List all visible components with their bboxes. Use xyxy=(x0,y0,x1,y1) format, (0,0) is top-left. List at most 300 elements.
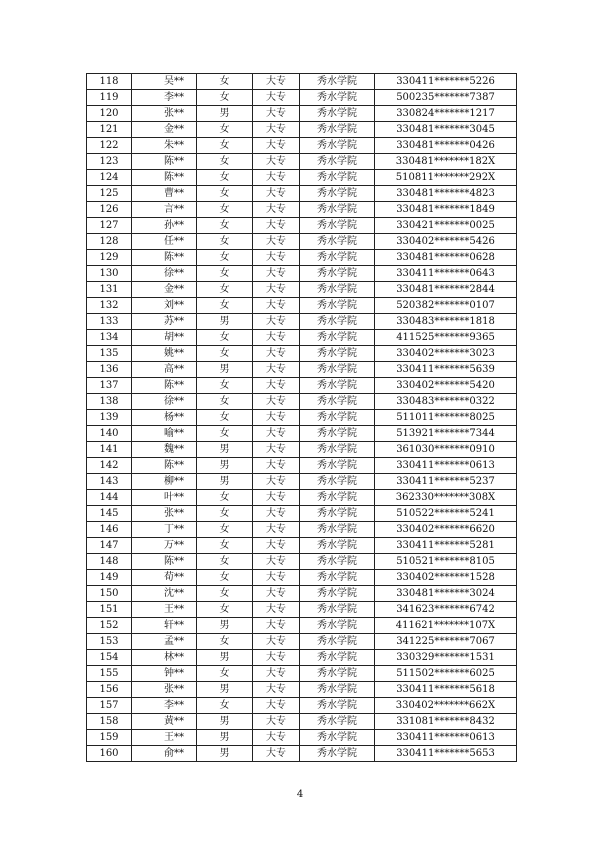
gender-cell: 女 xyxy=(197,154,253,170)
id-number-cell: 330411*******0613 xyxy=(375,730,517,746)
school-cell: 秀水学院 xyxy=(300,554,375,570)
gender-cell: 女 xyxy=(197,522,253,538)
school-cell: 秀水学院 xyxy=(300,346,375,362)
table-row xyxy=(87,522,517,538)
table-row xyxy=(87,506,517,522)
table-row xyxy=(87,330,517,346)
table-row xyxy=(87,394,517,410)
education-cell: 大专 xyxy=(253,74,300,90)
school-cell: 秀水学院 xyxy=(300,714,375,730)
id-number-cell: 330824*******1217 xyxy=(375,106,517,122)
gender-cell: 男 xyxy=(197,650,253,666)
education-cell: 大专 xyxy=(253,666,300,682)
id-number-cell: 411525*******9365 xyxy=(375,330,517,346)
row-number-cell: 119 xyxy=(87,90,132,106)
id-number-cell: 330402*******5420 xyxy=(375,378,517,394)
gender-cell: 女 xyxy=(197,394,253,410)
school-cell: 秀水学院 xyxy=(300,234,375,250)
table-row xyxy=(87,634,517,650)
school-cell: 秀水学院 xyxy=(300,266,375,282)
table-row xyxy=(87,154,517,170)
table-row xyxy=(87,90,517,106)
row-number-cell: 151 xyxy=(87,602,132,618)
row-number-cell: 144 xyxy=(87,490,132,506)
table-row xyxy=(87,458,517,474)
row-number-cell: 147 xyxy=(87,538,132,554)
table-row xyxy=(87,490,517,506)
id-number-cell: 362330*******308X xyxy=(375,490,517,506)
school-cell: 秀水学院 xyxy=(300,618,375,634)
education-cell: 大专 xyxy=(253,202,300,218)
id-number-cell: 330481*******3024 xyxy=(375,586,517,602)
id-number-cell: 330402*******5426 xyxy=(375,234,517,250)
table-row xyxy=(87,698,517,714)
education-cell: 大专 xyxy=(253,570,300,586)
id-number-cell: 330481*******3045 xyxy=(375,122,517,138)
row-number-cell: 158 xyxy=(87,714,132,730)
school-cell: 秀水学院 xyxy=(300,458,375,474)
gender-cell: 男 xyxy=(197,362,253,378)
gender-cell: 女 xyxy=(197,698,253,714)
row-number-cell: 141 xyxy=(87,442,132,458)
gender-cell: 男 xyxy=(197,730,253,746)
education-cell: 大专 xyxy=(253,506,300,522)
id-number-cell: 330411*******5618 xyxy=(375,682,517,698)
education-cell: 大专 xyxy=(253,554,300,570)
education-cell: 大专 xyxy=(253,138,300,154)
id-number-cell: 330402*******6620 xyxy=(375,522,517,538)
id-number-cell: 330481*******0628 xyxy=(375,250,517,266)
education-cell: 大专 xyxy=(253,250,300,266)
gender-cell: 女 xyxy=(197,74,253,90)
education-cell: 大专 xyxy=(253,538,300,554)
row-number-cell: 148 xyxy=(87,554,132,570)
row-number-cell: 121 xyxy=(87,122,132,138)
row-number-cell: 132 xyxy=(87,298,132,314)
row-number-cell: 133 xyxy=(87,314,132,330)
page-number: 4 xyxy=(296,789,304,800)
education-cell: 大专 xyxy=(253,186,300,202)
name-cell: 徐** xyxy=(132,394,197,410)
table-row xyxy=(87,586,517,602)
row-number-cell: 152 xyxy=(87,618,132,634)
id-number-cell: 330483*******1818 xyxy=(375,314,517,330)
gender-cell: 男 xyxy=(197,458,253,474)
gender-cell: 女 xyxy=(197,554,253,570)
school-cell: 秀水学院 xyxy=(300,362,375,378)
school-cell: 秀水学院 xyxy=(300,666,375,682)
education-cell: 大专 xyxy=(253,746,300,762)
name-cell: 陈** xyxy=(132,250,197,266)
row-number-cell: 143 xyxy=(87,474,132,490)
education-cell: 大专 xyxy=(253,218,300,234)
school-cell: 秀水学院 xyxy=(300,298,375,314)
table-row xyxy=(87,202,517,218)
table-row xyxy=(87,570,517,586)
gender-cell: 女 xyxy=(197,426,253,442)
education-cell: 大专 xyxy=(253,410,300,426)
gender-cell: 女 xyxy=(197,234,253,250)
gender-cell: 女 xyxy=(197,266,253,282)
school-cell: 秀水学院 xyxy=(300,410,375,426)
table-row xyxy=(87,282,517,298)
id-number-cell: 330411*******0643 xyxy=(375,266,517,282)
school-cell: 秀水学院 xyxy=(300,538,375,554)
name-cell: 陈** xyxy=(132,154,197,170)
id-number-cell: 330411*******0613 xyxy=(375,458,517,474)
row-number-cell: 122 xyxy=(87,138,132,154)
row-number-cell: 149 xyxy=(87,570,132,586)
gender-cell: 女 xyxy=(197,490,253,506)
gender-cell: 男 xyxy=(197,618,253,634)
id-number-cell: 330421*******0025 xyxy=(375,218,517,234)
gender-cell: 男 xyxy=(197,746,253,762)
table-row xyxy=(87,266,517,282)
name-cell: 陈** xyxy=(132,170,197,186)
table-row xyxy=(87,650,517,666)
table-row xyxy=(87,442,517,458)
name-cell: 曹** xyxy=(132,186,197,202)
gender-cell: 男 xyxy=(197,682,253,698)
name-cell: 柳** xyxy=(132,474,197,490)
id-number-cell: 330411*******5237 xyxy=(375,474,517,490)
name-cell: 杨** xyxy=(132,410,197,426)
row-number-cell: 129 xyxy=(87,250,132,266)
name-cell: 张** xyxy=(132,106,197,122)
row-number-cell: 145 xyxy=(87,506,132,522)
education-cell: 大专 xyxy=(253,522,300,538)
education-cell: 大专 xyxy=(253,698,300,714)
school-cell: 秀水学院 xyxy=(300,138,375,154)
school-cell: 秀水学院 xyxy=(300,634,375,650)
id-number-cell: 330481*******1849 xyxy=(375,202,517,218)
school-cell: 秀水学院 xyxy=(300,154,375,170)
education-cell: 大专 xyxy=(253,442,300,458)
gender-cell: 女 xyxy=(197,506,253,522)
school-cell: 秀水学院 xyxy=(300,698,375,714)
row-number-cell: 155 xyxy=(87,666,132,682)
education-cell: 大专 xyxy=(253,650,300,666)
name-cell: 陈** xyxy=(132,378,197,394)
education-cell: 大专 xyxy=(253,346,300,362)
name-cell: 金** xyxy=(132,122,197,138)
gender-cell: 女 xyxy=(197,122,253,138)
row-number-cell: 160 xyxy=(87,746,132,762)
table-row xyxy=(87,250,517,266)
school-cell: 秀水学院 xyxy=(300,506,375,522)
education-cell: 大专 xyxy=(253,314,300,330)
table-row xyxy=(87,74,517,90)
id-number-cell: 513921*******7344 xyxy=(375,426,517,442)
name-cell: 陈** xyxy=(132,554,197,570)
name-cell: 苏** xyxy=(132,314,197,330)
row-number-cell: 142 xyxy=(87,458,132,474)
id-number-cell: 520382*******0107 xyxy=(375,298,517,314)
gender-cell: 女 xyxy=(197,378,253,394)
name-cell: 俞** xyxy=(132,746,197,762)
school-cell: 秀水学院 xyxy=(300,106,375,122)
gender-cell: 女 xyxy=(197,570,253,586)
school-cell: 秀水学院 xyxy=(300,650,375,666)
school-cell: 秀水学院 xyxy=(300,250,375,266)
name-cell: 张** xyxy=(132,682,197,698)
id-number-cell: 330411*******5226 xyxy=(375,74,517,90)
table-row xyxy=(87,410,517,426)
school-cell: 秀水学院 xyxy=(300,394,375,410)
education-cell: 大专 xyxy=(253,714,300,730)
education-cell: 大专 xyxy=(253,378,300,394)
id-number-cell: 330483*******0322 xyxy=(375,394,517,410)
row-number-cell: 157 xyxy=(87,698,132,714)
education-cell: 大专 xyxy=(253,634,300,650)
school-cell: 秀水学院 xyxy=(300,378,375,394)
gender-cell: 女 xyxy=(197,602,253,618)
row-number-cell: 126 xyxy=(87,202,132,218)
row-number-cell: 131 xyxy=(87,282,132,298)
education-cell: 大专 xyxy=(253,122,300,138)
name-cell: 沈** xyxy=(132,586,197,602)
table-row xyxy=(87,426,517,442)
id-number-cell: 341225*******7067 xyxy=(375,634,517,650)
gender-cell: 女 xyxy=(197,538,253,554)
name-cell: 高** xyxy=(132,362,197,378)
school-cell: 秀水学院 xyxy=(300,746,375,762)
gender-cell: 男 xyxy=(197,106,253,122)
table-row xyxy=(87,714,517,730)
name-cell: 李** xyxy=(132,90,197,106)
table-row xyxy=(87,378,517,394)
education-cell: 大专 xyxy=(253,458,300,474)
gender-cell: 女 xyxy=(197,218,253,234)
gender-cell: 女 xyxy=(197,634,253,650)
table-row xyxy=(87,746,517,762)
table-row xyxy=(87,730,517,746)
name-cell: 任** xyxy=(132,234,197,250)
name-cell: 徐** xyxy=(132,266,197,282)
row-number-cell: 150 xyxy=(87,586,132,602)
school-cell: 秀水学院 xyxy=(300,90,375,106)
row-number-cell: 139 xyxy=(87,410,132,426)
school-cell: 秀水学院 xyxy=(300,570,375,586)
gender-cell: 女 xyxy=(197,170,253,186)
name-cell: 王** xyxy=(132,730,197,746)
table-row xyxy=(87,298,517,314)
id-number-cell: 330411*******5281 xyxy=(375,538,517,554)
name-cell: 丁** xyxy=(132,522,197,538)
gender-cell: 男 xyxy=(197,442,253,458)
education-cell: 大专 xyxy=(253,586,300,602)
table-row xyxy=(87,346,517,362)
education-cell: 大专 xyxy=(253,730,300,746)
school-cell: 秀水学院 xyxy=(300,474,375,490)
row-number-cell: 156 xyxy=(87,682,132,698)
row-number-cell: 134 xyxy=(87,330,132,346)
school-cell: 秀水学院 xyxy=(300,586,375,602)
education-cell: 大专 xyxy=(253,490,300,506)
id-number-cell: 330481*******4823 xyxy=(375,186,517,202)
table-row xyxy=(87,186,517,202)
table-row xyxy=(87,138,517,154)
gender-cell: 女 xyxy=(197,586,253,602)
education-cell: 大专 xyxy=(253,682,300,698)
name-cell: 孙** xyxy=(132,218,197,234)
name-cell: 吴** xyxy=(132,74,197,90)
name-cell: 林** xyxy=(132,650,197,666)
row-number-cell: 118 xyxy=(87,74,132,90)
school-cell: 秀水学院 xyxy=(300,330,375,346)
table-row xyxy=(87,538,517,554)
row-number-cell: 130 xyxy=(87,266,132,282)
gender-cell: 女 xyxy=(197,330,253,346)
education-cell: 大专 xyxy=(253,266,300,282)
gender-cell: 女 xyxy=(197,282,253,298)
student-roster-table xyxy=(86,73,517,762)
education-cell: 大专 xyxy=(253,618,300,634)
name-cell: 胡** xyxy=(132,330,197,346)
table-row xyxy=(87,218,517,234)
id-number-cell: 411621*******107X xyxy=(375,618,517,634)
id-number-cell: 330402*******662X xyxy=(375,698,517,714)
school-cell: 秀水学院 xyxy=(300,602,375,618)
table-row xyxy=(87,234,517,250)
school-cell: 秀水学院 xyxy=(300,202,375,218)
name-cell: 姚** xyxy=(132,346,197,362)
id-number-cell: 330481*******0426 xyxy=(375,138,517,154)
gender-cell: 女 xyxy=(197,186,253,202)
gender-cell: 女 xyxy=(197,298,253,314)
name-cell: 孟** xyxy=(132,634,197,650)
row-number-cell: 153 xyxy=(87,634,132,650)
education-cell: 大专 xyxy=(253,602,300,618)
row-number-cell: 154 xyxy=(87,650,132,666)
row-number-cell: 127 xyxy=(87,218,132,234)
education-cell: 大专 xyxy=(253,90,300,106)
name-cell: 李** xyxy=(132,698,197,714)
gender-cell: 女 xyxy=(197,138,253,154)
school-cell: 秀水学院 xyxy=(300,682,375,698)
table-row xyxy=(87,106,517,122)
school-cell: 秀水学院 xyxy=(300,522,375,538)
school-cell: 秀水学院 xyxy=(300,426,375,442)
row-number-cell: 125 xyxy=(87,186,132,202)
name-cell: 叶** xyxy=(132,490,197,506)
table-row xyxy=(87,666,517,682)
education-cell: 大专 xyxy=(253,154,300,170)
table-row xyxy=(87,554,517,570)
name-cell: 朱** xyxy=(132,138,197,154)
id-number-cell: 511011*******8025 xyxy=(375,410,517,426)
name-cell: 金** xyxy=(132,282,197,298)
id-number-cell: 330411*******5639 xyxy=(375,362,517,378)
name-cell: 魏** xyxy=(132,442,197,458)
id-number-cell: 511502*******6025 xyxy=(375,666,517,682)
row-number-cell: 136 xyxy=(87,362,132,378)
name-cell: 王** xyxy=(132,602,197,618)
gender-cell: 女 xyxy=(197,410,253,426)
id-number-cell: 331081*******8432 xyxy=(375,714,517,730)
row-number-cell: 124 xyxy=(87,170,132,186)
table-row xyxy=(87,618,517,634)
school-cell: 秀水学院 xyxy=(300,282,375,298)
row-number-cell: 135 xyxy=(87,346,132,362)
id-number-cell: 330402*******1528 xyxy=(375,570,517,586)
gender-cell: 男 xyxy=(197,314,253,330)
row-number-cell: 128 xyxy=(87,234,132,250)
id-number-cell: 500235*******7387 xyxy=(375,90,517,106)
id-number-cell: 341623*******6742 xyxy=(375,602,517,618)
gender-cell: 男 xyxy=(197,474,253,490)
name-cell: 言** xyxy=(132,202,197,218)
education-cell: 大专 xyxy=(253,362,300,378)
school-cell: 秀水学院 xyxy=(300,218,375,234)
name-cell: 钟** xyxy=(132,666,197,682)
school-cell: 秀水学院 xyxy=(300,74,375,90)
row-number-cell: 120 xyxy=(87,106,132,122)
school-cell: 秀水学院 xyxy=(300,730,375,746)
education-cell: 大专 xyxy=(253,298,300,314)
row-number-cell: 140 xyxy=(87,426,132,442)
id-number-cell: 510522*******5241 xyxy=(375,506,517,522)
name-cell: 陈** xyxy=(132,458,197,474)
name-cell: 轩** xyxy=(132,618,197,634)
gender-cell: 女 xyxy=(197,202,253,218)
education-cell: 大专 xyxy=(253,282,300,298)
name-cell: 荀** xyxy=(132,570,197,586)
id-number-cell: 330402*******3023 xyxy=(375,346,517,362)
table-row xyxy=(87,170,517,186)
table-row xyxy=(87,122,517,138)
id-number-cell: 330411*******5653 xyxy=(375,746,517,762)
name-cell: 张** xyxy=(132,506,197,522)
school-cell: 秀水学院 xyxy=(300,314,375,330)
education-cell: 大专 xyxy=(253,106,300,122)
table-row xyxy=(87,362,517,378)
table-row xyxy=(87,682,517,698)
id-number-cell: 330329*******1531 xyxy=(375,650,517,666)
name-cell: 万** xyxy=(132,538,197,554)
gender-cell: 男 xyxy=(197,714,253,730)
table-row xyxy=(87,474,517,490)
id-number-cell: 361030*******0910 xyxy=(375,442,517,458)
school-cell: 秀水学院 xyxy=(300,170,375,186)
roster-body xyxy=(87,74,517,762)
table-row xyxy=(87,602,517,618)
education-cell: 大专 xyxy=(253,426,300,442)
education-cell: 大专 xyxy=(253,474,300,490)
gender-cell: 女 xyxy=(197,666,253,682)
gender-cell: 女 xyxy=(197,346,253,362)
id-number-cell: 510521*******8105 xyxy=(375,554,517,570)
gender-cell: 女 xyxy=(197,250,253,266)
education-cell: 大专 xyxy=(253,394,300,410)
row-number-cell: 138 xyxy=(87,394,132,410)
id-number-cell: 330481*******2844 xyxy=(375,282,517,298)
row-number-cell: 137 xyxy=(87,378,132,394)
school-cell: 秀水学院 xyxy=(300,186,375,202)
row-number-cell: 159 xyxy=(87,730,132,746)
education-cell: 大专 xyxy=(253,170,300,186)
id-number-cell: 510811*******292X xyxy=(375,170,517,186)
id-number-cell: 330481*******182X xyxy=(375,154,517,170)
gender-cell: 女 xyxy=(197,90,253,106)
row-number-cell: 146 xyxy=(87,522,132,538)
name-cell: 刘** xyxy=(132,298,197,314)
table-row xyxy=(87,314,517,330)
name-cell: 黄** xyxy=(132,714,197,730)
school-cell: 秀水学院 xyxy=(300,442,375,458)
education-cell: 大专 xyxy=(253,330,300,346)
education-cell: 大专 xyxy=(253,234,300,250)
